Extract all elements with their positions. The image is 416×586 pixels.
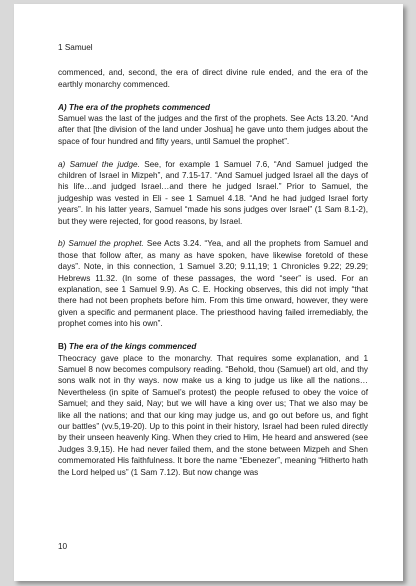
page-number: 10: [58, 542, 68, 551]
sub-b-text: See Acts 3.24. “Yea, and all the prophets from Samuel and those that follow after, as many as have spoken, have likewise foretold of these days”. Note, in this connection, 1 Samuel 3.20; 9.11,19; 1 Chronicles 9.22; 29.29; Hebrews 11.32. (In some of these passages, the word “seer” is used. For an explanation, see 1 Samuel 9.9). As C. E. Hocking observes, this did not imply “that there had not been prophets before him. From this time onward, however, they were given a specific and permanent place. The priesthood having failed irremediably, the prophet comes into his own”.: [58, 239, 369, 329]
sub-a-text: See, for example 1 Samuel 7.6, “And Samuel judged the children of Israel in Mizpeh”, and 7.15-17. “And Samuel judged Israel all the days of his life…and judged Israel…and there he judged Israel.” Prior to Samuel, the judgeship was vested in Eli - see 1 Samuel 4.18. “And he had judged Israel forty years”. In his latter years, Samuel “made his sons judges over Israel” (1 Sam 8.1-2), but they were rejected, for good reasons, by Israel.: [58, 159, 368, 226]
section-b-heading-title: The era of the kings commenced: [68, 342, 197, 352]
sub-b-label: b) Samuel the prophet.: [58, 239, 144, 249]
sub-a-paragraph: [58, 159, 368, 227]
sub-b-paragraph: [58, 238, 368, 329]
running-head: 1 Samuel: [58, 43, 93, 52]
section-b-heading-prefix: B): [58, 342, 69, 352]
sub-a-label: a) Samuel the judge.: [58, 159, 140, 169]
section-a-heading: A) The era of the prophets commenced: [58, 102, 210, 112]
book-page: [14, 4, 403, 581]
section-a-paragraph: Samuel was the last of the judges and the first of the prophets. See Acts 13.20. “And after that [the division of the land under Joshua] he gave unto them judges about the space of four hundred and fifty years, until Samuel the prophet”.: [58, 114, 368, 146]
text-block: [58, 42, 368, 478]
section-b-paragraph: Theocracy gave place to the monarchy. That requires some explanation, and 1 Samuel 8 now becomes compulsory reading. “Behold, thou (Samuel) art old, and thy sons walk not in thy ways. now make us a king to judge us like all the nations…Nevertheless (in spite of Samuel’s protest) the people refused to obey the voice of Samuel; and they said, Nay; but we will have a king over us; That we also may be like all the nations; and that our king may judge us, and go out before us, and fight our battles” (vv.5,19-20). Up to this point in their history, Israel had been ruled directly by their unseen heavenly King. When they cried to Him, He heard and answered (see Judges 3.9,15). He had never failed them, and the stone between Mizpeh and Shen commemorated His faithfulness. It bore the name “Ebenezer”, meaning “Hitherto hath the Lord helped us” (1 Sam 7.12). But now change was: [58, 353, 368, 477]
intro-paragraph: commenced, and, second, the era of direct divine rule ended, and the era of the earthly monarchy commenced.: [58, 68, 368, 89]
section-b-heading: [58, 341, 368, 352]
